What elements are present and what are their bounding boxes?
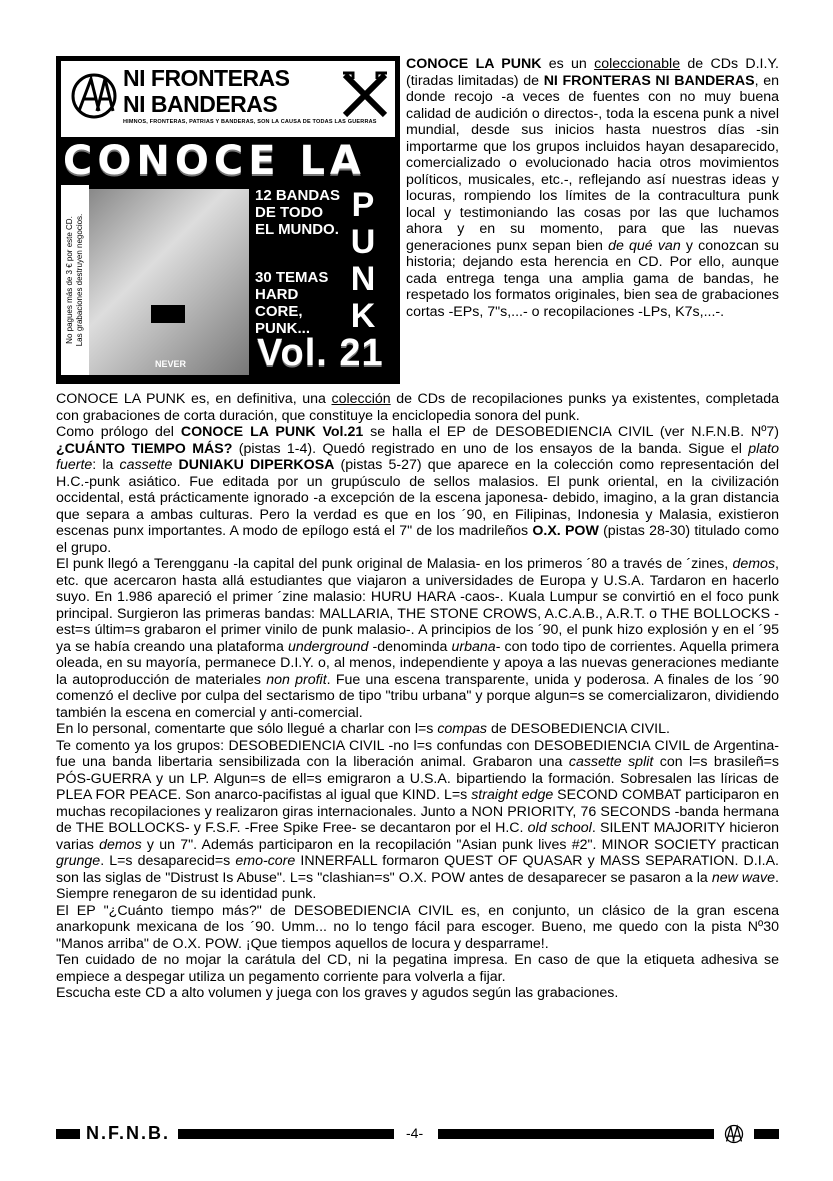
text-run: El punk llegó a Terengganu -la capital del punk original de Malasia- en los primeros ´80 a través de ´zines, xyxy=(56,556,733,572)
bold-term: O.X. POW xyxy=(532,523,599,539)
magazine-subtitle: HIMNOS, FRONTERAS, PATRIAS Y BANDERAS, SON LA CAUSA DE TODAS LAS GUERRAS xyxy=(123,119,377,125)
italic-term: cassette xyxy=(119,457,173,473)
paragraph xyxy=(56,556,779,721)
italic-term: de qué van xyxy=(608,237,681,254)
text-run: . Siempre renegaron de su identidad punk. xyxy=(56,869,779,902)
magazine-title xyxy=(123,65,335,117)
underlined-term: coleccionable xyxy=(594,56,681,72)
text-run: se halla el EP de DESOBEDIENCIA CIVIL (ver N.F.N.B. Nº7) xyxy=(363,424,780,440)
anarchy-symbol-icon xyxy=(69,71,119,121)
italic-term: grunge xyxy=(56,853,101,869)
text-run: y conozcan su historia; dejando esta herencia en CD. Por ello, aunque cada entrega tenga una amplia gama de bandas, he respetado los formatos originales, bien sea de grabaciones cortas -EPs, 7"s,...- o recopilaciones -LPs, K7s,...-. xyxy=(406,237,780,320)
text-run: Como prólogo del xyxy=(56,424,181,440)
footer-bar-middle xyxy=(178,1129,394,1139)
italic-term: emo-core xyxy=(235,853,296,869)
punk-letter: N xyxy=(350,260,376,298)
text-run: : la xyxy=(92,457,120,473)
series-name: CONOCE LA PUNK xyxy=(406,56,542,72)
text-run: -denominda xyxy=(368,638,452,655)
italic-term: cassette split xyxy=(568,754,654,770)
price-note-line1: No pagues más de 3 € por este CD. xyxy=(65,216,74,344)
paragraph: El EP "¿Cuánto tiempo más?" de DESOBEDIENCIA CIVIL es, en conjunto, un clásico de la gran escena anarkopunk mexicana de los ´90. Umm... no lo tengo fácil para escoger. Bueno, me quedo con la pista Nº30 "Manos arriba" de O.X. POW. ¡Que tiempos aquellos de locura y desparrame!. xyxy=(56,902,779,952)
punk-letter: P xyxy=(351,186,375,224)
paragraph: Ten cuidado de no mojar la carátula del CD, ni la pegatina impresa. En caso de que la etiqueta adhesiva se empiece a despegar utiliza un pegamento corriente para volverla a fijar. xyxy=(56,952,779,985)
paragraph xyxy=(56,424,779,556)
text-run: (pistas 28-30) titulado como el grupo. xyxy=(56,523,779,556)
footer-bar-end xyxy=(754,1129,779,1139)
italic-term: urbana xyxy=(451,638,496,655)
text-run: de DESOBEDIENCIA CIVIL. xyxy=(487,721,670,737)
bold-term: DUNIAKU DIPERKOSA xyxy=(178,457,335,473)
text-run: (pistas 1-4). Quedó registrado en uno de los ensayos de la banda. Sigue el xyxy=(232,440,749,457)
footer-bar-left xyxy=(56,1129,80,1139)
text-run: Te comento ya los grupos: DESOBEDIENCIA CIVIL -no l=s confundas con DESOBEDIENCIA CIVIL de Argentina- fue una banda libertaria sensibilizada con la liberación animal. Grabaron una xyxy=(56,737,779,770)
footer-bar-right xyxy=(438,1129,714,1139)
text-run: En lo personal, comentarte que sólo llegué a charlar con l=s xyxy=(56,721,438,737)
text-run: - con todo tipo de corrientes. Aquella primera oleada, en su mayoría, permanece D.I.Y. o, al menos, independiente y apoya a las nuevas generaciones mediante la autoproducción de materiales xyxy=(56,638,779,688)
text-run: es un xyxy=(541,56,595,72)
crossed-flags-icon xyxy=(339,69,391,121)
italic-term: old school xyxy=(527,820,592,836)
text-run: . L=s desaparecid=s xyxy=(100,853,236,869)
italic-term: demos xyxy=(99,836,142,853)
italic-term: new wave xyxy=(711,869,776,886)
article-body xyxy=(56,391,779,1002)
page-footer xyxy=(56,1123,779,1145)
cover-photo xyxy=(89,189,249,375)
volume-number: Vol. 21 xyxy=(257,332,384,374)
text-run: de CDs D.I.Y. (tiradas limitadas) de xyxy=(406,56,779,89)
price-note xyxy=(61,185,89,375)
paragraph: Escucha este CD a alto volumen y juega con los graves y agudos según las grabaciones. xyxy=(56,985,619,1001)
magazine-header xyxy=(61,61,395,137)
shirt-text: NEVER xyxy=(155,359,187,369)
intro-paragraph xyxy=(406,56,779,320)
bold-term: CONOCE LA PUNK Vol.21 xyxy=(180,424,364,440)
page-number: -4- xyxy=(406,1125,424,1141)
punk-vertical-title xyxy=(341,187,385,335)
text-run: (pistas 5-27) que aparece en la colección como representación del H.C.-punk asiático. Fue editada por un grupúsculo de sellos malasios. El punk oriental, en la civilización occidental, está prácticamente ignorado -a excepción de la escena japonesa- debido, imagino, a la gran distancia que separa a ambas culturas. Pero la verdad es que en los ´90, en Filipinas, Indonesia y Malasia, existieron escenas punx importantes. A modo de epílogo está el 7" de los madrileños xyxy=(56,457,780,539)
price-note-line2: Las grabaciones destruyen negocios. xyxy=(75,213,84,347)
magazine-title-line1: NI FRONTERAS xyxy=(123,65,290,91)
text-run: INNERFALL formaron QUEST OF QUASAR y MASS SEPARATION. D.I.A. son las siglas de "Distrust Is Abuse". L=s "clashian=s" O.X. POW antes de desaparecer se pasaron a la xyxy=(56,853,779,886)
text-run: de CDs de recopilaciones punks ya existentes, completada con grabaciones de corta duración, que constituye la enciclopedia sonora del punk. xyxy=(56,391,779,424)
punk-letter: U xyxy=(350,223,376,261)
italic-term: underground xyxy=(287,638,369,655)
underlined-term: colección xyxy=(331,391,391,407)
series-title: CONOCE LA xyxy=(63,138,366,184)
text-run: . SILENT MAJORITY hicieron varias xyxy=(56,820,780,853)
footer-label: N.F.N.B. xyxy=(86,1123,171,1143)
italic-term: demos xyxy=(732,556,776,572)
italic-term: compas xyxy=(437,721,488,737)
cd-cover-image xyxy=(56,56,400,384)
censor-bar xyxy=(151,305,185,323)
magazine-name: NI FRONTERAS NI BANDERAS xyxy=(543,72,755,89)
text-run: , etc. que acercaron hasta allá estudiantes que viajaron a universidades de Europa y U.S.A. Tardaron en hacerlo suyo. En 1.986 apareció el primer ´zine malasio: HURU HARA -caos-. Kuala Lumpur se convirtió en el foco punk principal. Surgieron las primeras bandas: MALLARIA, THE STONE CROWS, A.C.A.B., A.R.T. o THE BOLLOCKS -est=s últim=s grabaron el primer vinilo de punk malasio-. A principios de los ´90, el punk hizo explosión y en el ´95 ya se había creando una plataforma xyxy=(56,556,779,655)
italic-term: plato fuerte xyxy=(56,440,780,473)
text-run: y un 7". Además participaron en la recopilación "Asian punk lives #2". MINOR SOCIETY practican xyxy=(141,836,779,853)
italic-term: non profit xyxy=(266,671,327,688)
cover-blurb-tracks: 30 TEMAS HARD CORE, PUNK... xyxy=(255,269,329,337)
magazine-title-line2: NI BANDERAS xyxy=(123,91,278,117)
paragraph xyxy=(56,738,779,903)
text-run: SECOND COMBAT participaron en muchas recopilaciones y realizaron giras internacionales. Junto a NON PRIORITY, 76 SECONDS -banda hermana de THE BOLLOCKS- y F.S.F. -Free Spike Free- se decantaron por el H.C. xyxy=(56,787,779,836)
italic-term: straight edge xyxy=(471,787,554,803)
text-run: CONOCE LA PUNK es, en definitiva, una xyxy=(56,391,332,407)
text-run: , en donde recojo -a veces de fuentes con no muy buena calidad de audición o directos-, toda la escena punk a nivel mundial, desde sus inicios hasta nuestros días -sin importarme que los grupos incluidos hayan desaparecido, comercializado o evolucionado hacia otros movimientos políticos, musicales, etc.-, reflejando así nuestras ideas y locuras, rompiendo los límites de la contracultura punk local y testimoniando las cosas por las que luchamos ahora y en su momento, para que las nuevas generaciones punx sepan bien xyxy=(406,72,779,254)
text-run: . Fue una escena transparente, unida y poderosa. A finales de los ´90 comenzó el declive por culpa del sectarismo de tipo "tribu urbana" y porque algun=s se comercializaron, dividiendo también la escena en comercial y anti-comercial. xyxy=(56,671,780,721)
anarchy-symbol-icon xyxy=(718,1123,750,1145)
price-note-text xyxy=(65,214,85,347)
punk-letter: K xyxy=(350,297,376,335)
bold-term: ¿CUÁNTO TIEMPO MÁS? xyxy=(56,440,233,457)
paragraph xyxy=(56,391,779,424)
paragraph xyxy=(56,721,779,738)
cover-blurb-bands: 12 BANDAS DE TODO EL MUNDO. xyxy=(255,187,341,238)
text-run: con l=s brasileñ=s PÓS-GUERRA y un LP. Algun=s de ell=s emigraron a U.S.A. bipartiendo la formación. Sobresalen las líricas de PLEA FOR PEACE. Son anarco-pacifistas al igual que KIND. L=s xyxy=(56,754,779,803)
